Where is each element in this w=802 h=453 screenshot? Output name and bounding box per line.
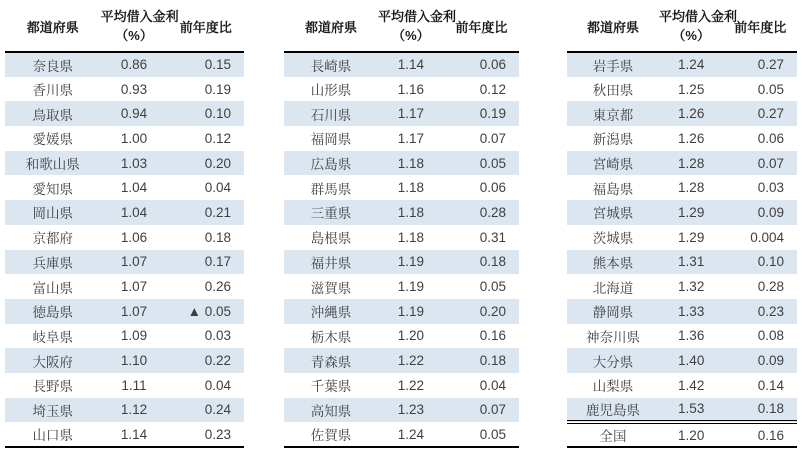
- table-row: [567, 175, 797, 200]
- yoy-cell: 0.31: [479, 229, 506, 245]
- prefecture-cell: 北海道: [592, 280, 634, 296]
- rate-cell: 0.93: [120, 81, 148, 97]
- rate-cell: 1.03: [120, 155, 148, 171]
- table-row: [567, 126, 797, 151]
- yoy-cell: 0.10: [204, 106, 231, 122]
- yoy-cell: 0.27: [757, 106, 784, 122]
- prefecture-cell: 愛知県: [32, 181, 74, 197]
- prefecture-cell: 栃木県: [310, 329, 352, 345]
- prefecture-cell: 熊本県: [592, 255, 634, 271]
- rate-cell: 1.17: [397, 106, 425, 122]
- rate-cell: 1.14: [397, 57, 425, 73]
- table-row: [284, 101, 519, 126]
- table-row: [567, 52, 797, 77]
- prefecture-cell: 兵庫県: [32, 255, 74, 271]
- column-header-yoy: 前年度比: [723, 2, 797, 52]
- prefecture-cell: 京都府: [32, 231, 74, 247]
- header-row: [284, 2, 519, 52]
- table-row: [284, 250, 519, 275]
- prefecture-cell: 富山県: [32, 280, 74, 296]
- prefecture-cell: 東京都: [592, 107, 634, 123]
- rate-cell: 1.10: [120, 353, 148, 369]
- yoy-cell: 0.20: [479, 303, 506, 319]
- prefecture-cell: 和歌山県: [25, 157, 80, 173]
- column-header-rate-line1: 平均借入金利: [659, 9, 738, 25]
- yoy-cell: 0.12: [204, 130, 231, 146]
- prefecture-cell: 島根県: [310, 231, 352, 247]
- yoy-cell: 0.03: [204, 328, 231, 344]
- rate-cell: 1.07: [120, 303, 148, 319]
- table-row: [567, 101, 797, 126]
- prefecture-cell: 高知県: [310, 403, 352, 419]
- yoy-cell: 0.05: [479, 279, 506, 295]
- rate-cell: 1.31: [678, 254, 705, 270]
- rate-cell: 1.25: [678, 81, 705, 97]
- yoy-cell: 0.04: [204, 180, 231, 196]
- prefecture-cell: 大分県: [592, 354, 634, 370]
- table-row: [5, 200, 244, 225]
- column-header-yoy: 前年度比: [444, 2, 519, 52]
- prefecture-cell: 奈良県: [32, 58, 74, 74]
- table-row: [284, 373, 519, 398]
- table-row: [567, 225, 797, 250]
- table-row: [5, 52, 244, 77]
- yoy-cell: 0.20: [204, 155, 231, 171]
- rate-cell: 1.22: [397, 353, 425, 369]
- table-row: [284, 398, 519, 423]
- rate-cell: 1.24: [378, 422, 444, 447]
- rate-cell: 1.32: [678, 279, 705, 295]
- column-header-rate-line2: （%）: [115, 27, 153, 43]
- column-header-yoy: 前年度比: [168, 2, 245, 52]
- table-row: [5, 77, 244, 102]
- yoy-cell: 0.06: [479, 180, 506, 196]
- rate-cell: 1.40: [678, 353, 705, 369]
- prefecture-cell: 山梨県: [592, 379, 634, 395]
- yoy-cell: 0.04: [204, 377, 231, 393]
- table-row: [284, 324, 519, 349]
- rate-cell: 0.86: [120, 57, 148, 73]
- rate-cell: 1.19: [397, 254, 425, 270]
- rate-cell: 1.29: [678, 204, 705, 220]
- rate-cell: 1.20: [659, 422, 723, 447]
- table-row: [284, 52, 519, 77]
- prefecture-cell: 茨城県: [592, 231, 634, 247]
- rate-cell: 0.94: [120, 106, 148, 122]
- yoy-cell: 0.18: [757, 401, 784, 417]
- table-row: [567, 274, 797, 299]
- rate-cell: 1.18: [397, 155, 425, 171]
- prefecture-rate-table-2: [284, 2, 519, 448]
- prefecture-cell: 山口県: [5, 422, 101, 447]
- prefecture-cell: 石川県: [310, 107, 352, 123]
- prefecture-cell: 広島県: [310, 157, 352, 173]
- yoy-cell: 0.06: [479, 57, 506, 73]
- header-row: [5, 2, 244, 52]
- prefecture-rate-table-3: [567, 2, 797, 448]
- yoy-cell: 0.09: [757, 353, 784, 369]
- table-row: [567, 77, 797, 102]
- table-row: [5, 348, 244, 373]
- table-row: [284, 348, 519, 373]
- yoy-cell: 0.19: [479, 106, 506, 122]
- yoy-cell: 0.09: [757, 204, 784, 220]
- prefecture-cell: 長崎県: [310, 58, 352, 74]
- rate-cell: 1.07: [120, 279, 148, 295]
- column-header-rate: [659, 2, 738, 52]
- yoy-cell: 0.19: [204, 81, 231, 97]
- prefecture-cell: 千葉県: [310, 379, 352, 395]
- rate-cell: 1.42: [678, 377, 705, 393]
- yoy-cell: 0.28: [757, 279, 784, 295]
- yoy-cell: 0.23: [168, 422, 245, 447]
- prefecture-cell: 岐阜県: [32, 329, 74, 345]
- table-row: [5, 126, 244, 151]
- yoy-cell: 0.15: [204, 57, 231, 73]
- rate-cell: 1.04: [120, 204, 148, 220]
- prefecture-cell: 福岡県: [310, 132, 352, 148]
- table-body: [284, 52, 519, 447]
- table-row: [5, 101, 244, 126]
- column-header-rate-line2: （%）: [672, 27, 710, 43]
- table-row: [284, 77, 519, 102]
- column-header-rate: [378, 2, 457, 52]
- rate-cell: 1.14: [101, 422, 168, 447]
- rate-cell: 1.36: [678, 328, 705, 344]
- rate-cell: 1.28: [678, 155, 705, 171]
- rate-cell: 1.07: [120, 254, 148, 270]
- yoy-cell: 0.26: [204, 279, 231, 295]
- prefecture-cell: 新潟県: [592, 132, 634, 148]
- prefecture-cell: 山形県: [310, 83, 352, 99]
- rate-cell: 1.17: [397, 130, 425, 146]
- table-header: [5, 2, 244, 52]
- yoy-cell: ▲ 0.05: [187, 303, 231, 319]
- yoy-cell: 0.17: [204, 254, 231, 270]
- prefecture-cell: 長野県: [32, 379, 74, 395]
- yoy-cell: 0.12: [479, 81, 506, 97]
- table-body: [567, 52, 797, 447]
- yoy-cell: 0.03: [757, 180, 784, 196]
- prefecture-cell: 香川県: [32, 83, 74, 99]
- yoy-cell: 0.14: [757, 377, 784, 393]
- prefecture-cell: 徳島県: [32, 305, 74, 321]
- rate-cell: 1.19: [397, 279, 425, 295]
- yoy-cell: 0.16: [479, 328, 506, 344]
- yoy-cell: 0.18: [479, 254, 506, 270]
- table-row: [567, 250, 797, 275]
- column-header-rate-line1: 平均借入金利: [100, 9, 179, 25]
- table-row: [5, 225, 244, 250]
- yoy-cell: 0.16: [723, 422, 797, 447]
- column-header-rate-line2: （%）: [392, 27, 430, 43]
- table-row: [284, 151, 519, 176]
- table-row: [5, 299, 244, 324]
- rate-cell: 1.23: [397, 402, 425, 418]
- yoy-cell: 0.05: [479, 155, 506, 171]
- prefecture-cell: 秋田県: [592, 83, 634, 99]
- rate-cell: 1.29: [678, 229, 705, 245]
- table-row: [5, 274, 244, 299]
- rate-cell: 1.11: [121, 377, 147, 393]
- yoy-cell: 0.22: [204, 353, 231, 369]
- yoy-cell: 0.07: [479, 402, 506, 418]
- table-row: [5, 151, 244, 176]
- header-row: [567, 2, 797, 52]
- rate-cell: 1.18: [397, 229, 425, 245]
- yoy-cell: 0.05: [444, 422, 519, 447]
- table-header: [567, 2, 797, 52]
- prefecture-cell: 宮崎県: [592, 157, 634, 173]
- yoy-cell: 0.27: [757, 57, 784, 73]
- yoy-cell: 0.10: [757, 254, 784, 270]
- prefecture-cell: 静岡県: [592, 305, 634, 321]
- yoy-cell: 0.07: [479, 130, 506, 146]
- table-row: [284, 422, 519, 447]
- table-row: [567, 373, 797, 398]
- yoy-cell: 0.24: [204, 402, 231, 418]
- yoy-cell: 0.04: [479, 377, 506, 393]
- prefecture-cell: 滋賀県: [310, 280, 352, 296]
- table-row: [5, 422, 244, 447]
- prefecture-cell: 群馬県: [310, 181, 352, 197]
- rate-cell: 1.33: [678, 303, 705, 319]
- prefecture-cell: 沖縄県: [310, 305, 352, 321]
- table-row: [567, 398, 797, 423]
- prefecture-cell: 神奈川県: [586, 329, 640, 345]
- prefecture-cell: 岩手県: [592, 58, 634, 74]
- prefecture-cell: 愛媛県: [32, 132, 74, 148]
- yoy-cell: 0.004: [750, 229, 784, 245]
- table-row: [567, 151, 797, 176]
- table-row: [5, 250, 244, 275]
- rate-cell: 1.09: [120, 328, 148, 344]
- prefecture-cell: 岡山県: [32, 206, 74, 222]
- table-row: [284, 200, 519, 225]
- column-header-rate-line1: 平均借入金利: [378, 9, 457, 25]
- table-row: [567, 299, 797, 324]
- column-header-prefecture: 都道府県: [5, 2, 101, 52]
- rate-cell: 1.22: [397, 377, 425, 393]
- rate-cell: 1.12: [120, 402, 148, 418]
- prefecture-rate-table-1: [5, 2, 244, 448]
- prefecture-cell: 大阪府: [32, 354, 74, 370]
- prefecture-cell: 福井県: [310, 255, 352, 271]
- prefecture-cell: 青森県: [310, 354, 352, 370]
- table-row: [284, 274, 519, 299]
- prefecture-cell: 全国: [567, 422, 659, 447]
- yoy-cell: 0.18: [204, 229, 231, 245]
- column-header-rate: [100, 2, 179, 52]
- table-body: [5, 52, 244, 447]
- prefecture-cell: 宮城県: [592, 206, 634, 222]
- table-row: [5, 175, 244, 200]
- rate-cell: 1.20: [397, 328, 425, 344]
- table-row: [284, 299, 519, 324]
- rate-cell: 1.04: [120, 180, 148, 196]
- prefecture-cell: 鳥取県: [32, 107, 74, 123]
- table-row: [284, 126, 519, 151]
- rate-cell: 1.26: [678, 106, 705, 122]
- yoy-cell: 0.05: [757, 81, 784, 97]
- table-row: [567, 422, 797, 447]
- yoy-cell: 0.21: [204, 204, 231, 220]
- rate-cell: 1.18: [397, 180, 425, 196]
- yoy-cell: 0.07: [757, 155, 784, 171]
- yoy-cell: 0.06: [757, 130, 784, 146]
- rate-cell: 1.18: [397, 204, 425, 220]
- column-header-prefecture: 都道府県: [284, 2, 378, 52]
- prefecture-cell: 埼玉県: [32, 403, 74, 419]
- table-row: [284, 175, 519, 200]
- rate-cell: 1.53: [678, 401, 705, 417]
- table-row: [5, 324, 244, 349]
- rate-cell: 1.00: [120, 130, 148, 146]
- table-header: [284, 2, 519, 52]
- prefecture-cell: 三重県: [310, 206, 352, 222]
- rate-cell: 1.26: [678, 130, 705, 146]
- table-row: [567, 200, 797, 225]
- rate-cell: 1.19: [397, 303, 425, 319]
- rate-cell: 1.16: [397, 81, 425, 97]
- prefecture-cell: 佐賀県: [284, 422, 378, 447]
- yoy-cell: 0.23: [757, 303, 784, 319]
- table-row: [567, 348, 797, 373]
- yoy-cell: 0.08: [757, 328, 784, 344]
- table-row: [5, 398, 244, 423]
- yoy-cell: 0.18: [479, 353, 506, 369]
- table-row: [284, 225, 519, 250]
- prefecture-cell: 鹿児島県: [586, 402, 640, 418]
- rate-cell: 1.06: [120, 229, 148, 245]
- table-row: [567, 324, 797, 349]
- column-header-prefecture: 都道府県: [567, 2, 659, 52]
- prefecture-cell: 福島県: [592, 181, 634, 197]
- table-row: [5, 373, 244, 398]
- yoy-cell: 0.28: [479, 204, 506, 220]
- rate-cell: 1.28: [678, 180, 705, 196]
- rate-cell: 1.24: [678, 57, 705, 73]
